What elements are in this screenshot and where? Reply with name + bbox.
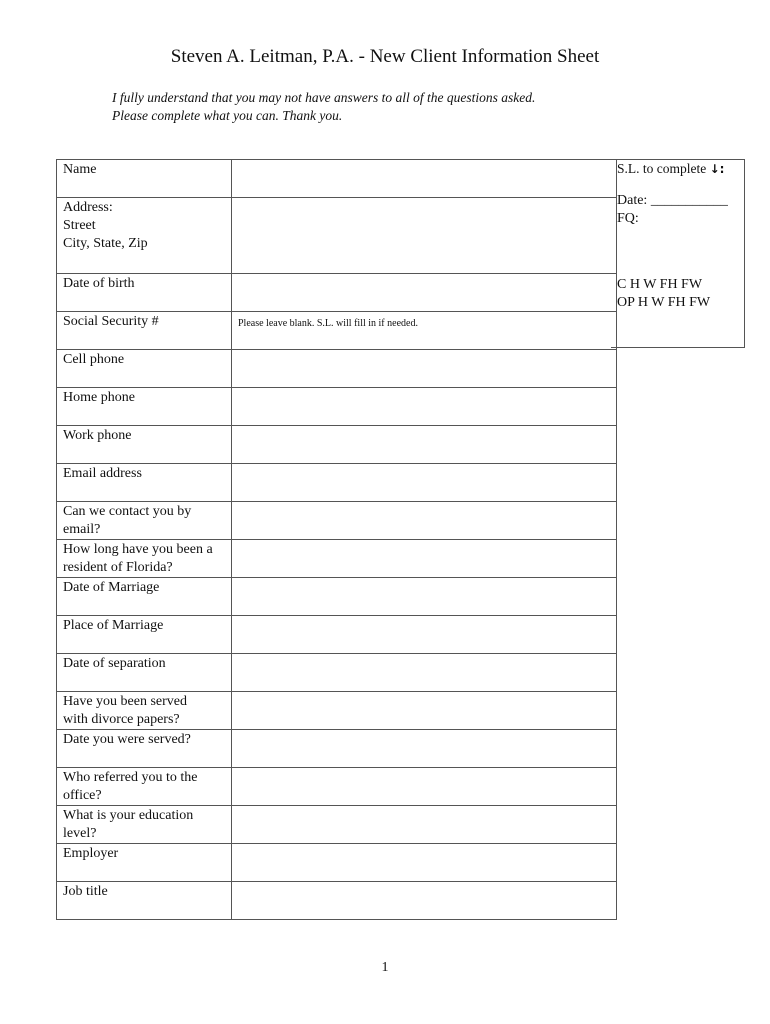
field-label-line: Address: <box>63 200 113 215</box>
form-row <box>57 654 617 692</box>
field-value-input[interactable] <box>232 350 617 388</box>
form-row <box>57 882 617 920</box>
client-info-table <box>56 159 617 920</box>
field-value-input[interactable] <box>232 768 617 806</box>
field-value-input[interactable] <box>232 844 617 882</box>
office-date-line: Date: ___________ <box>617 193 728 208</box>
form-row <box>57 540 617 578</box>
field-label-line: Employer <box>63 846 119 861</box>
page-number: 1 <box>381 960 389 975</box>
field-label-line: office? <box>63 788 102 803</box>
field-label-line: email? <box>63 522 101 537</box>
field-value-input[interactable] <box>232 730 617 768</box>
field-label-line: Date of separation <box>63 656 166 671</box>
field-label-line: City, State, Zip <box>63 236 148 251</box>
form-row <box>57 844 617 882</box>
field-value-input[interactable] <box>232 882 617 920</box>
field-value-input[interactable] <box>232 654 617 692</box>
form-row <box>57 312 617 350</box>
field-value-input[interactable] <box>232 426 617 464</box>
field-label <box>57 312 232 350</box>
field-label-line: Who referred you to the <box>63 770 198 785</box>
form-row <box>57 578 617 616</box>
field-label <box>57 806 232 844</box>
form-row <box>57 692 617 730</box>
field-label-line: level? <box>63 826 97 841</box>
field-value-input[interactable] <box>232 198 617 274</box>
field-label-line: Can we contact you by <box>63 504 192 519</box>
form-row <box>57 426 617 464</box>
field-label-line: Job title <box>63 884 108 899</box>
field-label-line: Date of birth <box>63 276 135 291</box>
form-row <box>57 502 617 540</box>
field-label-line: Have you been served <box>63 694 188 709</box>
office-codes-line-1: C H W FH FW <box>617 277 703 292</box>
field-label-line: Email address <box>63 466 142 481</box>
field-label-line: with divorce papers? <box>63 712 180 727</box>
field-label <box>57 540 232 578</box>
field-label <box>57 692 232 730</box>
form-row <box>57 198 617 274</box>
form-row <box>57 806 617 844</box>
office-use-box <box>611 159 745 348</box>
field-value-input[interactable] <box>232 540 617 578</box>
office-fq-line: FQ: <box>617 211 639 226</box>
field-label <box>57 844 232 882</box>
field-label <box>57 730 232 768</box>
field-label <box>57 578 232 616</box>
field-label-line: Cell phone <box>63 352 125 367</box>
form-row <box>57 274 617 312</box>
field-label-line: Street <box>63 218 96 233</box>
field-label <box>57 768 232 806</box>
form-row <box>57 768 617 806</box>
field-value-input[interactable] <box>232 160 617 198</box>
field-label <box>57 464 232 502</box>
field-label <box>57 350 232 388</box>
office-codes-line-2: OP H W FH FW <box>617 295 711 310</box>
field-label-line: Place of Marriage <box>63 618 164 633</box>
form-row <box>57 464 617 502</box>
intro-text <box>112 89 535 125</box>
field-value-input[interactable] <box>232 274 617 312</box>
office-use-header-text: S.L. to complete <box>617 161 707 176</box>
field-label-line: Home phone <box>63 390 135 405</box>
field-label-line: How long have you been a <box>63 542 213 557</box>
form-row <box>57 616 617 654</box>
page-title: Steven A. Leitman, P.A. - New Client Information Sheet <box>170 46 600 67</box>
field-label-line: What is your education <box>63 808 194 823</box>
intro-line-2: Please complete what you can. Thank you. <box>112 108 343 123</box>
field-label-line: resident of Florida? <box>63 560 173 575</box>
office-use-header <box>617 160 744 178</box>
field-value-input[interactable] <box>232 578 617 616</box>
form-row <box>57 388 617 426</box>
field-label-line: Work phone <box>63 428 132 443</box>
field-label-line: Name <box>63 162 97 177</box>
field-label <box>57 654 232 692</box>
form-row <box>57 730 617 768</box>
field-label <box>57 274 232 312</box>
field-label <box>57 502 232 540</box>
intro-line-1: I fully understand that you may not have answers to all of the questions asked. <box>112 90 536 105</box>
form-row <box>57 160 617 198</box>
field-value-input[interactable] <box>232 464 617 502</box>
field-label-line: Social Security # <box>63 314 159 329</box>
field-label <box>57 426 232 464</box>
field-value-input[interactable] <box>232 806 617 844</box>
field-label <box>57 160 232 198</box>
arrow-down-icon: ↓: <box>709 162 725 176</box>
field-label <box>57 882 232 920</box>
field-label <box>57 388 232 426</box>
field-value-input[interactable] <box>232 692 617 730</box>
form-row <box>57 350 617 388</box>
field-label-line: Date you were served? <box>63 732 191 747</box>
field-value-input[interactable] <box>232 616 617 654</box>
field-value-input[interactable] <box>232 388 617 426</box>
field-label <box>57 616 232 654</box>
field-label <box>57 198 232 274</box>
field-label-line: Date of Marriage <box>63 580 160 595</box>
field-value-note[interactable]: Please leave blank. S.L. will fill in if needed. <box>232 312 617 350</box>
field-value-input[interactable] <box>232 502 617 540</box>
